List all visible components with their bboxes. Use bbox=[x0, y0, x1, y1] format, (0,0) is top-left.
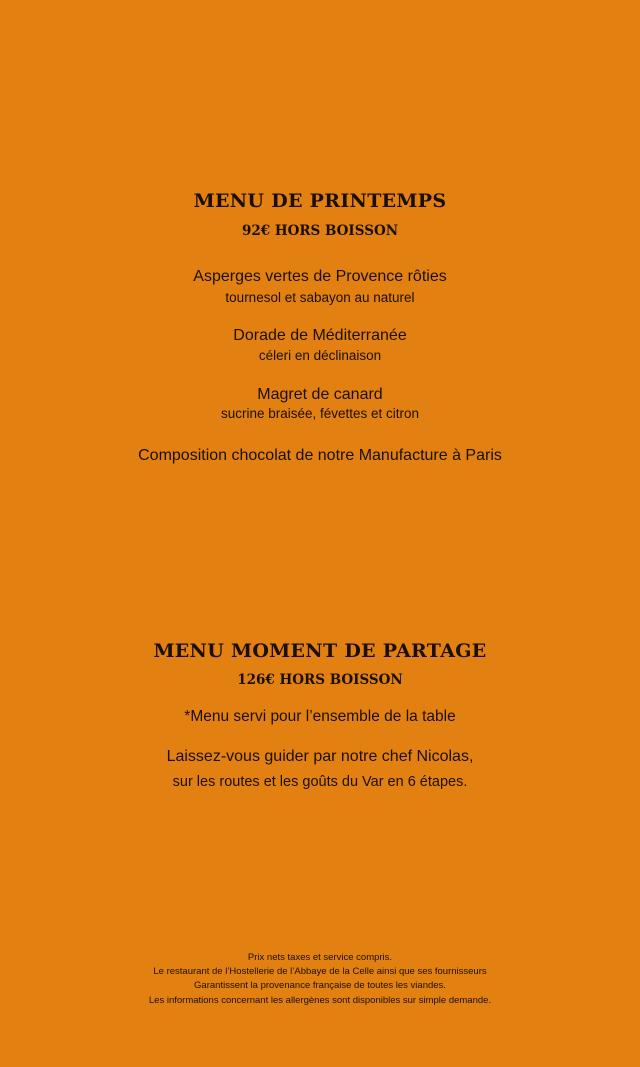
footer-line: Le restaurant de l’Hostellerie de l’Abbaye de la Celle ainsi que ses fournisseurs bbox=[153, 966, 487, 977]
footer-line: Prix nets taxes et service compris. bbox=[247, 952, 393, 963]
dish-description: tournesol et sabayon au naturel bbox=[225, 290, 415, 305]
menu-partage-title: MENU MOMENT DE PARTAGE bbox=[153, 640, 487, 662]
dish-description: céleri en déclinaison bbox=[258, 348, 382, 363]
dish-name: Composition chocolat de notre Manufacture à Paris bbox=[138, 447, 502, 464]
menu-partage-intro-line-2: sur les routes et les goûts du Var en 6 étapes. bbox=[172, 774, 468, 790]
dish-name: Magret de canard bbox=[257, 386, 383, 403]
footer-line: Les informations concernant les allergènes sont disponibles sur simple demande. bbox=[148, 995, 492, 1006]
menu-partage-price: 126€ HORS BOISSON bbox=[237, 672, 403, 688]
menu-printemps-title: MENU DE PRINTEMPS bbox=[193, 190, 447, 212]
menu-printemps-price: 92€ HORS BOISSON bbox=[241, 223, 399, 239]
dish-description: sucrine braisée, févettes et citron bbox=[220, 406, 420, 421]
menu-partage-intro-line-1: Laissez-vous guider par notre chef Nicolas, bbox=[166, 748, 474, 765]
dish-name: Asperges vertes de Provence rôties bbox=[193, 268, 447, 285]
menu-partage-note: *Menu servi pour l’ensemble de la table bbox=[184, 708, 456, 725]
footer-line: Garantissent la provenance française de toutes les viandes. bbox=[194, 980, 446, 991]
dish-name: Dorade de Méditerranée bbox=[233, 327, 407, 344]
